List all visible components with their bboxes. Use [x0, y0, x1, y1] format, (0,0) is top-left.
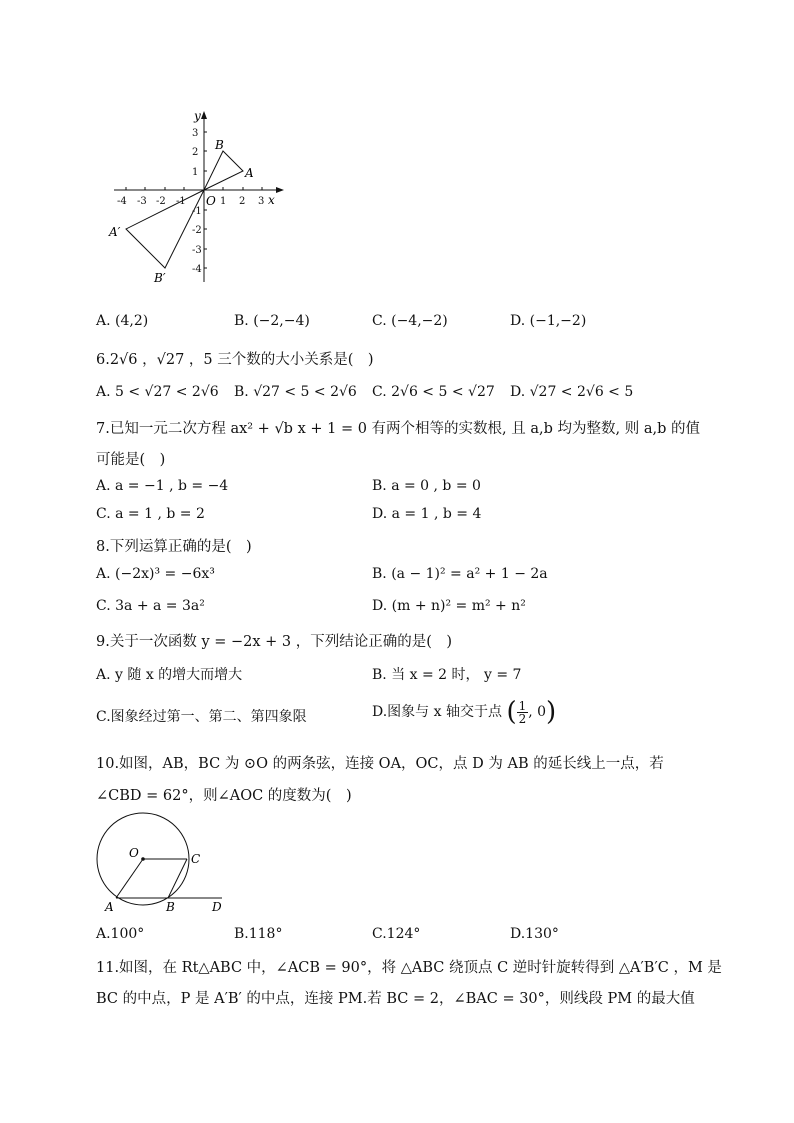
- q9-option-d-prefix: D.图象与 x 轴交于点: [372, 704, 502, 720]
- coordinate-figure: [108, 108, 288, 288]
- q9-stem: 9.关于一次函数 y = −2x + 3 ，下列结论正确的是( ): [96, 634, 453, 650]
- label-c: C: [191, 852, 201, 866]
- q9-option-a[interactable]: A. y 随 x 的增大而增大: [96, 667, 243, 683]
- q6-option-b[interactable]: B. √27 < 5 < 2√6: [234, 384, 357, 400]
- label-a: A: [105, 900, 114, 914]
- q10-stem-line1: 10.如图，AB，BC 为 ⊙O 的两条弦，连接 OA，OC，点 D 为 AB 的延长线上一点，若: [96, 756, 664, 772]
- q7-stem-line2: 可能是( ): [96, 452, 166, 468]
- q11-line1: 11.如图，在 Rt△ABC 中，∠ACB = 90°，将 △ABC 绕顶点 C 逆时针旋转得到 △A′B′C ，M 是: [96, 960, 722, 976]
- x-tick: -1: [176, 196, 186, 207]
- y-tick: -4: [192, 264, 202, 275]
- q10-option-d[interactable]: D.130°: [510, 926, 559, 942]
- label-b: B: [166, 900, 175, 914]
- label-o: O: [129, 846, 139, 860]
- q8-option-d[interactable]: D. (m + n)² = m² + n²: [372, 598, 526, 614]
- q7-option-a[interactable]: A. a = −1 , b = −4: [96, 478, 229, 494]
- q11-line2: BC 的中点，P 是 A′B′ 的中点，连接 PM.若 BC = 2，∠BAC = 30°，则线段 PM 的最大值: [96, 991, 695, 1007]
- q10-stem-line2: ∠CBD = 62°，则∠AOC 的度数为( ): [96, 788, 352, 804]
- x-tick: 3: [258, 196, 265, 207]
- q6-option-d[interactable]: D. √27 < 2√6 < 5: [510, 384, 634, 400]
- q8-option-a[interactable]: A. (−2x)³ = −6x³: [96, 566, 215, 582]
- q5-option-a[interactable]: A. (4,2): [96, 313, 149, 329]
- q8-stem: 8.下列运算正确的是( ): [96, 539, 252, 555]
- x-tick: -2: [156, 196, 166, 207]
- q6-stem: 6.2√6 ，√27 ，5 三个数的大小关系是( ): [96, 352, 374, 368]
- label-d: D: [212, 900, 222, 914]
- q10-option-a[interactable]: A.100°: [96, 926, 145, 942]
- x-tick: 2: [239, 196, 246, 207]
- x-tick: -4: [117, 196, 127, 207]
- q7-option-d[interactable]: D. a = 1 , b = 4: [372, 506, 482, 522]
- triangle-oab: [204, 151, 243, 190]
- q6-option-a[interactable]: A. 5 < √27 < 2√6: [96, 384, 219, 400]
- y-tick: -2: [192, 225, 202, 236]
- y-tick: 1: [192, 167, 199, 178]
- point-b-label: B: [215, 138, 224, 152]
- q10-option-b[interactable]: B.118°: [234, 926, 283, 942]
- y-tick: 2: [192, 147, 199, 158]
- y-tick: -1: [192, 206, 202, 217]
- q5-option-d[interactable]: D. (−1,−2): [510, 313, 587, 329]
- fraction: $\frac{1}{2}$: [518, 698, 527, 726]
- point-a-label: A: [245, 166, 254, 180]
- q7-option-b[interactable]: B. a = 0 , b = 0: [372, 478, 481, 494]
- q7-stem-line1: 7.已知一元二次方程 ax² + √b x + 1 = 0 有两个相等的实数根, 且 a,b 均为整数, 则 a,b 的值: [96, 421, 700, 437]
- q6-option-c[interactable]: C. 2√6 < 5 < √27: [372, 384, 495, 400]
- q8-option-b[interactable]: B. (a − 1)² = a² + 1 − 2a: [372, 566, 548, 582]
- origin-label: O: [206, 194, 216, 208]
- q9-option-d[interactable]: D.图象与 x 轴交于点 ( $\frac{1}{2}$ , 0): [372, 697, 557, 727]
- segment-oa: [116, 859, 143, 898]
- q9-option-c[interactable]: C.图象经过第一、第二、第四象限: [96, 709, 307, 725]
- y-tick: 3: [192, 128, 199, 139]
- center-point: [141, 857, 145, 861]
- y-axis-label: y: [194, 109, 201, 123]
- q8-option-c[interactable]: C. 3a + a = 3a²: [96, 598, 205, 614]
- y-tick: -3: [192, 245, 202, 256]
- y-axis-arrow: [201, 111, 207, 119]
- point-a1-label: A′: [109, 225, 121, 239]
- q10-option-c[interactable]: C.124°: [372, 926, 421, 942]
- x-axis-arrow: [276, 187, 284, 193]
- x-tick: -3: [137, 196, 147, 207]
- q5-option-b[interactable]: B. (−2,−4): [234, 313, 310, 329]
- circle-figure: [92, 812, 232, 916]
- q7-option-c[interactable]: C. a = 1 , b = 2: [96, 506, 205, 522]
- x-axis-label: x: [268, 193, 275, 207]
- x-tick: 1: [220, 196, 227, 207]
- q5-option-c[interactable]: C. (−4,−2): [372, 313, 448, 329]
- q9-option-b[interactable]: B. 当 x = 2 时， y = 7: [372, 667, 522, 683]
- point-b1-label: B′: [154, 271, 166, 285]
